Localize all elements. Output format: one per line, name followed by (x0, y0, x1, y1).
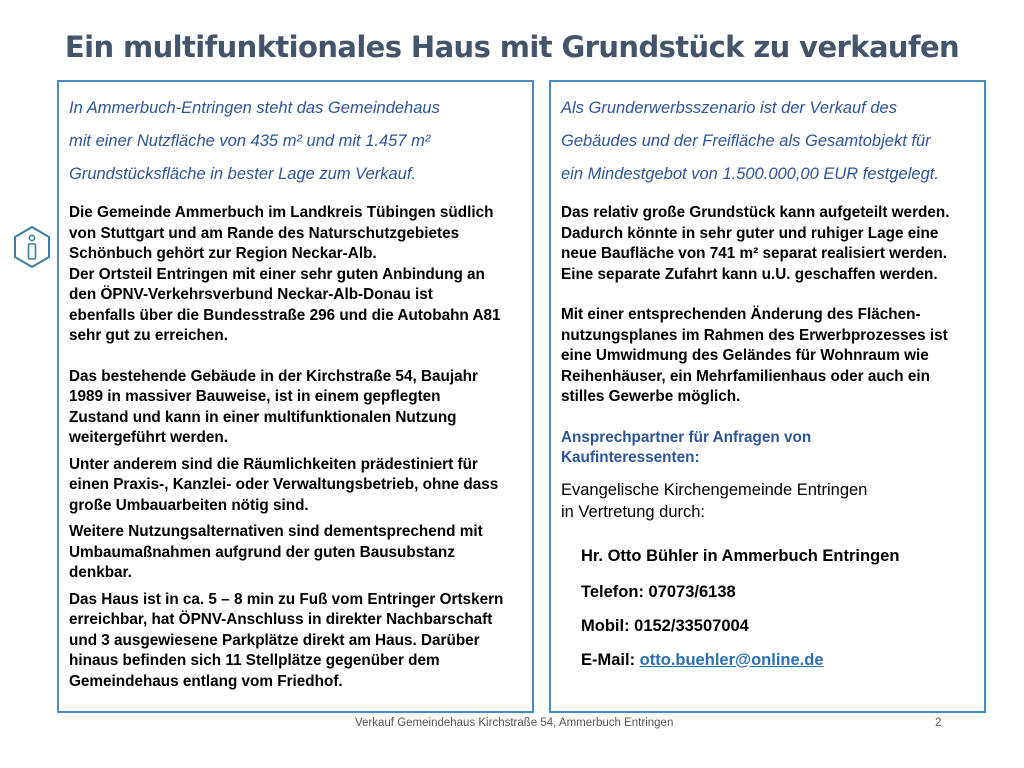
intro-line: Als Grunderwerbsszenario ist der Verkauf des (561, 99, 897, 117)
left-body (69, 203, 522, 692)
text-line: ebenfalls über die Bundesstraße 296 und die Autobahn A81 (69, 306, 501, 324)
page-number: 2 (935, 717, 942, 729)
paragraph-zoning (561, 305, 974, 408)
paragraph-alternatives (69, 522, 522, 584)
text-line: Schönbuch gehört zur Region Neckar-Alb. (69, 245, 377, 262)
intro-line: mit einer Nutzfläche von 435 m² und mit 1.457 m² (69, 132, 431, 150)
text-line: Evangelische Kirchengemeinde Entringen (561, 480, 868, 499)
left-panel (57, 80, 534, 713)
paragraph-access (69, 590, 522, 693)
paragraph-building (69, 367, 522, 449)
right-panel (549, 80, 986, 713)
text-line: sehr gut zu erreichen. (69, 327, 228, 344)
text-line: in Vertretung durch: (561, 502, 706, 521)
contact-mobile: Mobil: 0152/33507004 (581, 616, 749, 635)
paragraph-location (69, 203, 522, 347)
left-intro (69, 92, 522, 191)
text-line: Mit einer entsprechenden Änderung des Flächen- (561, 306, 921, 323)
right-intro (561, 92, 974, 191)
contact-email-row (581, 649, 974, 671)
text-line: Das Haus ist in ca. 5 – 8 min zu Fuß vom Entringer Ortskern (69, 590, 504, 608)
footer-text: Verkauf Gemeindehaus Kirchstraße 54, Ammerbuch Entringen (355, 717, 674, 729)
text-line: den ÖPNV-Verkehrsverbund Neckar-Alb-Donau ist (69, 286, 433, 303)
text-line: stilles Gewerbe möglich. (561, 388, 741, 405)
contact-organization (561, 479, 974, 523)
paragraph-usage (69, 455, 522, 517)
text-line: nutzungsplanes im Rahmen des Erwerbprozesses ist (561, 326, 948, 344)
text-line: Eine separate Zufahrt kann u.U. geschaffen werden. (561, 265, 938, 283)
text-line: von Stuttgart und am Rande des Naturschutzgebietes (69, 224, 460, 242)
text-line: Dadurch könnte in sehr guter und ruhiger Lage eine (561, 224, 939, 242)
text-line: weitergeführt werden. (69, 429, 228, 446)
paragraph-division (561, 203, 974, 285)
text-line: einen Praxis-, Kanzlei- oder Verwaltungsbetrieb, ohne dass (69, 476, 499, 493)
text-line: Das bestehende Gebäude in der Kirchstraße 54, Baujahr (69, 367, 478, 385)
text-line: Kaufinteressenten: (561, 449, 700, 466)
text-line: und 3 ausgewiesene Parkplätze direkt am Haus. Darüber (69, 631, 480, 649)
contact-person: Hr. Otto Bühler in Ammerbuch Entringen (581, 546, 900, 565)
intro-line: Grundstücksfläche in bester Lage zum Verkauf. (69, 165, 416, 183)
text-line: hinaus befinden sich 11 Stellplätze gegenüber dem (69, 652, 440, 669)
text-line: Ansprechpartner für Anfragen von (561, 428, 812, 446)
footer (0, 717, 1024, 737)
text-line: Umbaumaßnahmen aufgrund der guten Bausubstanz (69, 543, 455, 561)
intro-line: Gebäudes und der Freifläche als Gesamtobjekt für (561, 132, 931, 150)
text-line: Zustand und kann in einer multifunktionalen Nutzung (69, 408, 457, 426)
intro-line: In Ammerbuch-Entringen steht das Gemeindehaus (69, 99, 440, 117)
text-line: Die Gemeinde Ammerbuch im Landkreis Tübingen südlich (69, 204, 494, 221)
page-title: Ein multifunktionales Haus mit Grundstück zu verkaufen (64, 30, 960, 64)
text-line: Gemeindehaus entlang vom Friedhof. (69, 672, 343, 690)
info-icon (12, 225, 52, 269)
email-label: E-Mail: (581, 650, 640, 669)
text-line: Das relativ große Grundstück kann aufgeteilt werden. (561, 204, 950, 221)
text-line: große Umbauarbeiten nötig sind. (69, 496, 309, 514)
text-line: eine Umwidmung des Geländes für Wohnraum wie (561, 347, 929, 364)
text-line: 1989 in massiver Bauweise, ist in einem gepflegten (69, 388, 441, 405)
contact-heading (561, 428, 974, 469)
text-line: Der Ortsteil Entringen mit einer sehr guten Anbindung an (69, 265, 485, 283)
right-body (561, 203, 974, 671)
email-link[interactable]: otto.buehler@online.de (639, 650, 824, 669)
text-line: erreichbar, hat ÖPNV-Anschluss in direkter Nachbarschaft (69, 611, 493, 628)
intro-line: ein Mindestgebot von 1.500.000,00 EUR festgelegt. (561, 165, 939, 183)
text-line: Reihenhäuser, ein Mehrfamilienhaus oder auch ein (561, 367, 930, 385)
text-line: denkbar. (69, 564, 132, 581)
text-line: neue Baufläche von 741 m² separat realisiert werden. (561, 245, 947, 262)
contact-phone: Telefon: 07073/6138 (581, 582, 736, 601)
text-line: Weitere Nutzungsalternativen sind dementsprechend mit (69, 523, 483, 540)
text-line: Unter anderem sind die Räumlichkeiten prädestiniert für (69, 455, 478, 473)
